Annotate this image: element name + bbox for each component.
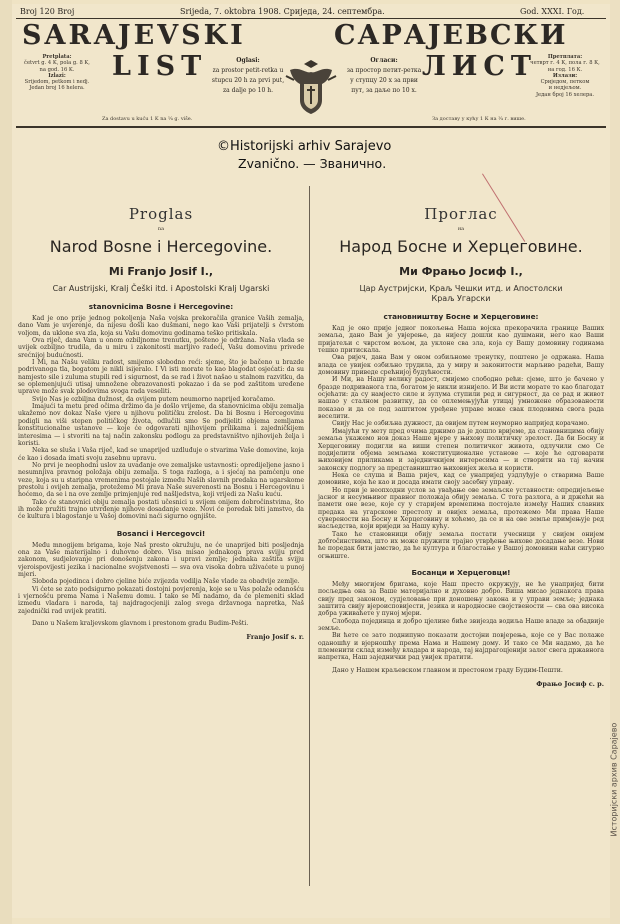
masthead-cyrillic-list: ЛИСТ xyxy=(422,51,537,82)
masthead-latin-list: LIST xyxy=(112,51,208,82)
paragraph: Ова ријеч, дана Вам у оном озбиљноме тренутку, поштено је одржана. Наша влада се увијек озбиљно трудила, да у миру и законитости марљиво радећи, Вашу домовину приведе срећнијој будућности. xyxy=(318,354,604,377)
paragraph: Слобода појединца и добро цјелине биће звијезда водиља Наше владе за обадвије земље. xyxy=(318,617,604,633)
paragraph: Нека се слуша и Ваша ријеч, кад се унапријед уздлуђује о стварима Ваше домовине, која ће као и досада имати своју засебну управу. xyxy=(318,471,604,487)
paragraph: Neka se sluša i Vaša riječ, kad se unaprijed uzdluđuje o stvarima Vaše domovine, koja će kao i dosada imati svoju zasebnu upravu. xyxy=(18,447,304,462)
side-archive-label xyxy=(608,640,620,840)
info-line: Jedan broj 16 helera. xyxy=(29,85,85,92)
info-line: Претплата: xyxy=(547,54,583,60)
info-line: Сриједом, петком xyxy=(540,79,590,86)
ad-rates-cyrillic xyxy=(342,56,426,96)
paragraph: Тако ће становници обију земаља постати учесници у свијем онијем добročинствима, што их може пружити трајно утврђење њихове досадање везе. Нови ће поредак бити јамство, да ће култура и благостање у Вашој домовини наћи сигурно огњиште. xyxy=(318,530,604,560)
info-line: Oglasi: xyxy=(236,57,260,64)
greeting: stanovnicima Bosne i Hercegovine: xyxy=(88,302,234,311)
paragraph: No prvi je neophodni uslov za uvađanje ove zemaljske ustavnosti: opredijeljene jasno i nesumnjiva pravnog položaja obiju zemalja. S toga razloga, a i sjećaj na pamćenju one veze, koja su u staripna vremenima postojale između Naših slavnih predaka na ugarskome prestolu i ovijeh zemalja, protežemo Mi prava Naše suverenosti na Bosnu i Hercegovinu i hoćemo, da se i na ove zemlje primjenjuje red našljedstva, koji vrijedi za Našu kuću. xyxy=(18,461,304,499)
paragraph: Sloboda pojedinca i dobro cjeline biće zvijezda vodilja Naše vlade za obadvije zemlje. xyxy=(32,578,300,586)
paragraph: Imajući ta metu pred očima držimo da je došlo vrijeme, da stanovnicima obiju zemalja ukažemo nov dokaz Naše vjere u njihovu političku zrelost. Da bi Bosnu i Hercegovinu podigli na viši stepen političkog života, odlučili smo Se podijeliti objema zemljama konstitucionalne ustanove — koje će odgovarati njihovijem prilikama i zajedničkijem interesima — i stvoriti na taj način zakonsku podlogu za predstavništvo njihovijeh želja i koristi. xyxy=(18,403,304,447)
ad-rates-latin xyxy=(208,56,288,96)
addressee: Народ Босне и Херцеговине. xyxy=(339,237,583,256)
paragraph: Vi ćete se zato podsigurno pokazati dostojni povjerenja, koje se u Vas polaže odanošću i vjernošću prema Nama i Našemu domu. I tako se Mi nadamo, da će plemeniti sklad između vladara i naroda, taj najdragocjeniji zalog svega državnoga napretka, Naš zajednički rad uvijek pratiti. xyxy=(18,585,304,615)
official-notice: Zvanično. — Званично. xyxy=(238,156,387,171)
masthead-latin: SARAJEVSKI xyxy=(22,20,246,51)
info-line: на год. 16 К. xyxy=(547,66,583,73)
paragraph: Kad je ono prije jednog pokoljenja Naša vojska prekoračila granice Vaših zemalja, dano Vam je uvjerenje, da nijesu došli kao dušmani, nego kao Vaši prijatelji s čvrstom voljom, da uklone sva zla, koja su Vašu domovinu godinama teško pritiskala. xyxy=(18,315,304,337)
paragraph: Svijo Nas je ozbiljna dužnost, da ovijem putem neumorno naprijed koračamo. xyxy=(32,395,275,403)
section-heading: Босанци и Херцеговци! xyxy=(411,568,511,577)
info-line: и недјељом. xyxy=(548,85,582,92)
section-heading: Bosanci i Hercegovci! xyxy=(116,528,206,538)
info-line: četvrt g. 4 K, pola g. 8 K, xyxy=(24,60,90,67)
addressee: Narod Bosne i Hercegovine. xyxy=(49,237,273,256)
info-line: Srijedom, petkom i nedj. xyxy=(24,79,90,86)
info-line: za prostor petit-retka u xyxy=(212,67,284,74)
paragraph: Ova riječ, dana Vam u onom ozbiljnome trenutku, pošteno je održana. Naša vlada se uvijek ozbiljno trudila, da u miru i zakonitosti marljivo radeći, Vašu domovinu privede srećnijoj budućnosti. xyxy=(18,337,304,359)
paragraph: Но први је неопходни услов за увађање ове земаљске уставности: опредијељење јасног и несумњивог правног положаја обију земаља. С тога разлога, а и држећи на памети оне везе, које су у старијем времепима постојале између Наших славних предака на угарскоме престолу и овијех земаља, протежемо Ми права Наше суверености на Босну и Херцеговину и хоћемо, да се и на ове земље примјењује ред насљедства, који вриједи за Нашу кућу. xyxy=(318,486,604,531)
left-column-latin xyxy=(18,206,304,641)
info-line: Излази: xyxy=(552,72,578,79)
proclamation-title: Proglas xyxy=(128,205,194,223)
paragraph: Ви ћете се зато поднипуно показати достојни повјерења, које се у Вас полаже оданошћу и вјерношћу према Нама и Нашему дому. И тако се Ми надамо, да ће племенити склад између владара и народа, тај најдрагоцјенији залог свега државнога напретка, Наш заједнички рад увијек пратити. xyxy=(318,632,604,662)
signature: Фрањо Јосиф с. р. xyxy=(536,680,604,689)
ruler-name: Mi Franjo Josif I., xyxy=(108,265,214,278)
closing-line: Дано у Нашем краљевском главном и престоном граду Будим-Пешти. xyxy=(332,666,563,674)
coat-of-arms-icon xyxy=(284,56,338,118)
signature: Franjo Josif s. r. xyxy=(246,633,304,642)
paragraph: Tako će stanovnici obiju zemalja postati učesnici u svijem onijem dobročinstvima, što ih može pružiti trajno utvrđenje njihove dosadanje veze. Novi će poredak biti jamstvo, da će kultura i blagostanje u Vašoj domovini naći sigurno ognjište. xyxy=(18,498,304,521)
info-line: за простор петит-ретка xyxy=(346,67,422,74)
info-line: пут, за даље по 10 х. xyxy=(351,87,417,94)
delivery-note-latin: Za dostavu u kuću 1 K na ¼ g. više. xyxy=(102,116,193,122)
greeting: становништву Босне и Херцеговине: xyxy=(383,312,539,321)
masthead-rule xyxy=(16,126,606,128)
top-rule xyxy=(16,18,606,19)
dateline: Srijeda, 7. oktobra 1908. Сриједа, 24. септембра. xyxy=(180,7,385,16)
info-line: четврт г. 4 К, пола г. 8 К, xyxy=(530,60,600,67)
info-line: za dalje po 10 h. xyxy=(223,87,273,94)
proclamation-title: Проглас xyxy=(424,205,498,223)
paragraph: I Mi, na Našu veliku radost, smijemo slobodno reći: sjeme, što je bačeno u brazde podrivanoga tla, bogatom je nikli isijeralo. I Vi isti morate to kao blagodat osjećati: da su namjesto sile i zuluma stupili red i sigurnost, da se rad i život našao u stalnom razvitku, da se oplemenjujući utisaj umnožene obrazovanosti pokazao i da se pod zaštitom uređene uprave može svak plodovima svoga rada veseliti. xyxy=(18,359,304,396)
newspaper-page xyxy=(12,4,610,918)
issue-number: Broj 120 Broj xyxy=(20,7,75,16)
right-column-cyrillic xyxy=(318,206,604,688)
volume-year: God. XXXI. Год. xyxy=(520,7,585,16)
paragraph: Свију Нас је озбиљна дужност, да овијем путем неуморно напријед корачамо. xyxy=(332,420,590,428)
paragraph: И Ми, на Нашу велику радост, смијемо слободно рећи: сјеме, што је бачено у бразде подриванога тла, богатом је никли изнијело. И Ви исти морате то као благодат осјећати: да су намјесто силе и зулума ступили ред и сигурност, да се рад и живот нашао у сталном развитку, да се оплемењујући утицај умножене образованости показао и да се под заштитом уређене управе може свак плодовима свога рада веселити. xyxy=(318,376,604,421)
archive-watermark: ©Historijski arhiv Sarajevo xyxy=(217,139,392,154)
na-label: на xyxy=(457,226,465,232)
paragraph: Међу многијем бригама, које Наш престо окружују, не ће унапријед бити посљедња она за Ваше материјално и духовно добро. Виша мисао једнакога права свију пред законом, судјеловање при доношењу закона и у управи земље; једнака заштита свију вјероисповијести, језика и народносне својствености — сва ова висока добра уживаћете у пуној мјери. xyxy=(318,581,604,618)
side-archive-text: Историјски архив Сарајево xyxy=(609,722,619,837)
delivery-note-cyrillic: За доставу у кућу 1 К на ¼ г. више. xyxy=(432,116,526,122)
paragraph: Имајући ту мету пред очима држимо да је дошло вријеме, да становницима обију земаља укажемо нов доказ Наше вјере у њихову политичку зрелост. Да би Босну и Херцеговину подигли на виши степен политичког живота, одлучили смо Се подијелити објема земљама конституционалне установе — које ће одговарати њиховијем приликама и заједничкијем интересима — и створити на тај начин законску подлогу за представништво њиховијех жеља и користи. xyxy=(318,427,604,472)
na-label: na xyxy=(157,226,165,232)
info-line: na god. 16 K. xyxy=(39,66,75,73)
column-divider xyxy=(309,186,310,886)
ruler-titles: Цар Аустријски, Краљ Чешки итд. и Апостолски Краљ Угарски xyxy=(359,284,563,303)
subscription-info-latin xyxy=(20,54,94,92)
masthead-cyrillic: САРАЈЕВСКИ xyxy=(334,20,568,51)
paragraph: Među mnogijem brigama, koje Naš presto okružuju, ne će unaprijed biti posljednja ona za Vaše materijalno i duhovno dobro. Visa misao jednakoga prava svijju pred zakonom, sudjelovanje pri donošenju zakona i upravi zemlje; jednaka zaštita svijju vjeroispovijesti jezika i nacionalne svojstvenosti — sva ova visoka dobra uživaćete u punoj mjeri. xyxy=(18,541,304,578)
info-line: Огласи: xyxy=(370,57,398,64)
ruler-name: Ми Фрањо Јосиф I., xyxy=(399,265,523,278)
paragraph: Кад је оно прије једног покољења Наша војска прекорачила границе Ваших земаља, дано Вам је увјерење, да нијесу дошли као душмани, него као Ваши пријатељи с чврстом вољом, да уклоне сва зла, која су Вашу домовину годинама тешко притискала. xyxy=(318,325,604,355)
ruler-titles: Car Austrijski, Kralj Češki itd. i Apostolski Kralj Ugarski xyxy=(52,284,270,293)
scan-left-margin xyxy=(0,0,12,924)
info-line: stupcu 20 h za prvi put, xyxy=(211,77,285,84)
info-line: Pretplata: xyxy=(42,54,72,60)
info-line: Један број 16 хелера. xyxy=(535,91,595,98)
info-line: Izlazi: xyxy=(48,72,66,79)
info-line: у ступцу 20 х за први xyxy=(350,77,418,84)
subscription-info-cyrillic xyxy=(524,54,606,98)
closing-line: Dano u Našem kraljevskom glavnom i prestonom gradu Budim-Pešti. xyxy=(32,620,249,628)
